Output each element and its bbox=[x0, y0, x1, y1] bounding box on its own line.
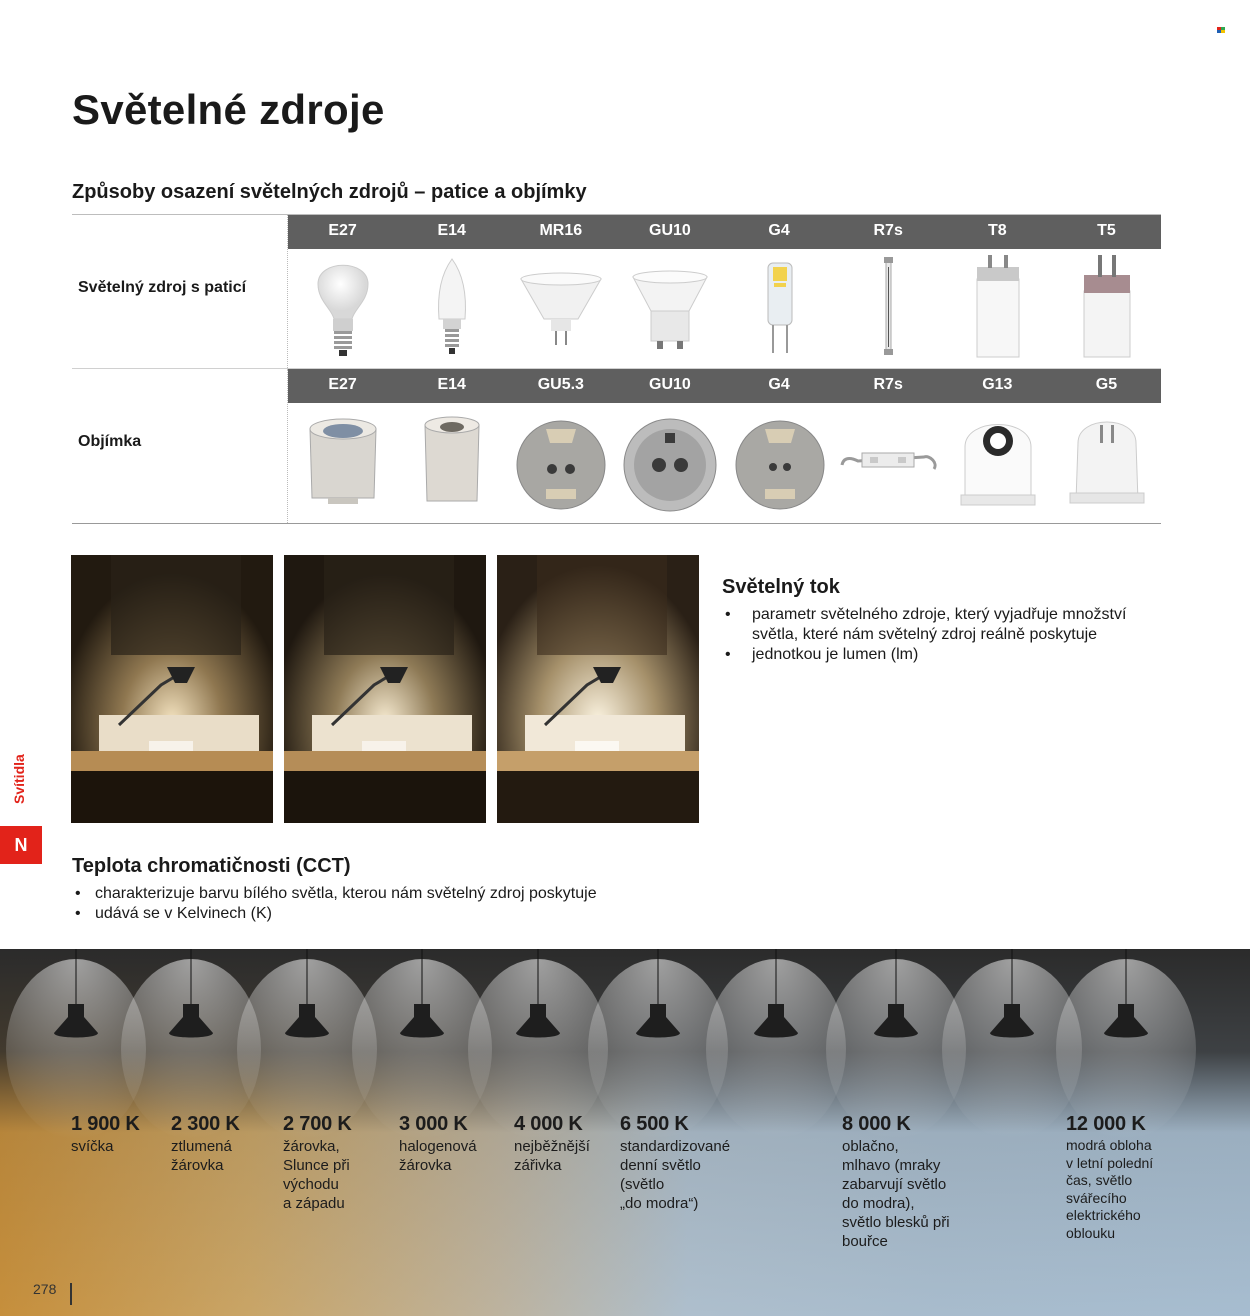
kelvin-value: 12 000 K bbox=[1066, 1113, 1146, 1135]
side-section-tab: N bbox=[0, 826, 42, 864]
kelvin-value: 8 000 K bbox=[842, 1113, 911, 1135]
bulb-header-bar bbox=[288, 215, 1161, 249]
kelvin-description: modrá obloha v letní polední čas, světlo svářecího elektrického oblouku bbox=[1066, 1137, 1154, 1241]
row-label-socket: Objímka bbox=[78, 433, 142, 450]
table-row-sockets bbox=[72, 369, 1161, 524]
bulb-g4-image bbox=[725, 249, 834, 370]
kelvin-value: 6 500 K bbox=[620, 1113, 689, 1135]
color-mark-logo bbox=[1217, 27, 1225, 34]
page-title: Světelné zdroje bbox=[72, 86, 385, 133]
header-cell: GU10 bbox=[649, 222, 691, 239]
socket-gu10-image bbox=[615, 403, 724, 524]
kelvin-description: halogenová žárovka bbox=[399, 1138, 477, 1174]
kelvin-item bbox=[171, 1113, 240, 1175]
page-number: 278 bbox=[33, 1281, 57, 1297]
header-cell: R7s bbox=[873, 376, 903, 393]
kelvin-description: oblačno, mlhavo (mraky zabarvují světlo do modra), světlo blesků při bouřce bbox=[842, 1138, 950, 1250]
kelvin-description: standardizované denní světlo (světlo „do modra“) bbox=[620, 1138, 731, 1212]
header-cell: E14 bbox=[437, 222, 466, 239]
header-cell: MR16 bbox=[539, 222, 583, 239]
header-cell: E14 bbox=[437, 376, 466, 393]
kelvin-description: svíčka bbox=[71, 1138, 114, 1155]
header-cell: E27 bbox=[328, 222, 357, 239]
bulb-t5-image bbox=[1052, 249, 1161, 370]
socket-header-bar bbox=[288, 369, 1161, 403]
kelvin-item bbox=[399, 1113, 477, 1175]
kelvin-description: ztlumená žárovka bbox=[171, 1138, 232, 1174]
kelvin-item bbox=[620, 1113, 730, 1213]
kelvin-value: 2 300 K bbox=[171, 1113, 240, 1135]
list-item: • charakterizuje barvu bílého světla, kterou nám světelný zdroj poskytuje bbox=[72, 884, 872, 904]
lamp-photo-bright bbox=[497, 555, 699, 823]
lamp-photo-warm bbox=[71, 555, 273, 823]
list-item: • parametr světelného zdroje, který vyjadřuje množství světla, které nám světelný zdroj reálně poskytuje bbox=[722, 605, 1172, 645]
bulb-t8-image bbox=[943, 249, 1052, 370]
kelvin-value: 2 700 K bbox=[283, 1113, 352, 1135]
table-row-bulbs bbox=[72, 214, 1161, 369]
socket-e27-image bbox=[288, 403, 397, 524]
kelvin-item bbox=[1066, 1113, 1153, 1242]
list-item: • udává se v Kelvinech (K) bbox=[72, 904, 872, 924]
header-cell: G5 bbox=[1095, 376, 1118, 393]
header-cell: E27 bbox=[328, 376, 357, 393]
header-cell: G4 bbox=[768, 376, 790, 393]
bulb-r7s-image bbox=[834, 249, 943, 370]
socket-table bbox=[72, 214, 1161, 524]
header-cell: T8 bbox=[987, 222, 1007, 239]
kelvin-description: žárovka, Slunce při východu a západu bbox=[283, 1138, 350, 1212]
header-cell: GU5.3 bbox=[537, 376, 584, 393]
header-cell: G4 bbox=[768, 222, 790, 239]
lamp-photos bbox=[71, 555, 699, 823]
socket-g4-image bbox=[725, 403, 834, 524]
flux-list bbox=[722, 605, 1172, 665]
flux-heading: Světelný tok bbox=[722, 576, 840, 598]
kelvin-value: 1 900 K bbox=[71, 1113, 140, 1135]
kelvin-value: 3 000 K bbox=[399, 1113, 468, 1135]
kelvin-item bbox=[842, 1113, 950, 1251]
header-cell: GU10 bbox=[649, 376, 691, 393]
cct-heading: Teplota chromatičnosti (CCT) bbox=[72, 855, 351, 877]
bulb-mr16-image bbox=[506, 249, 615, 370]
bulb-e14-image bbox=[397, 249, 506, 370]
header-cell: T5 bbox=[1097, 222, 1116, 239]
socket-gu53-image bbox=[506, 403, 615, 524]
cct-section bbox=[72, 855, 872, 924]
section-subtitle: Způsoby osazení světelných zdrojů – patice a objímky bbox=[72, 181, 587, 203]
kelvin-item bbox=[71, 1113, 140, 1156]
list-item: • jednotkou je lumen (lm) bbox=[722, 645, 1172, 665]
socket-r7s-image bbox=[834, 403, 943, 524]
page-divider bbox=[70, 1283, 72, 1305]
header-cell: R7s bbox=[873, 222, 903, 239]
kelvin-item bbox=[283, 1113, 352, 1213]
socket-e14-image bbox=[397, 403, 506, 524]
bulb-e27-image bbox=[288, 249, 397, 370]
kelvin-item bbox=[514, 1113, 590, 1175]
socket-g5-image bbox=[1052, 403, 1161, 524]
side-section-label: Svítidla bbox=[11, 754, 27, 804]
lamp-photo-neutral bbox=[284, 555, 486, 823]
header-cell: G13 bbox=[982, 376, 1013, 393]
kelvin-description: nejběžnější zářivka bbox=[514, 1138, 590, 1174]
socket-g13-image bbox=[943, 403, 1052, 524]
luminous-flux-section bbox=[722, 576, 1172, 665]
kelvin-value: 4 000 K bbox=[514, 1113, 583, 1135]
row-label-bulb: Světelný zdroj s paticí bbox=[78, 279, 247, 296]
cct-list bbox=[72, 884, 872, 924]
bulb-gu10-image bbox=[615, 249, 724, 370]
